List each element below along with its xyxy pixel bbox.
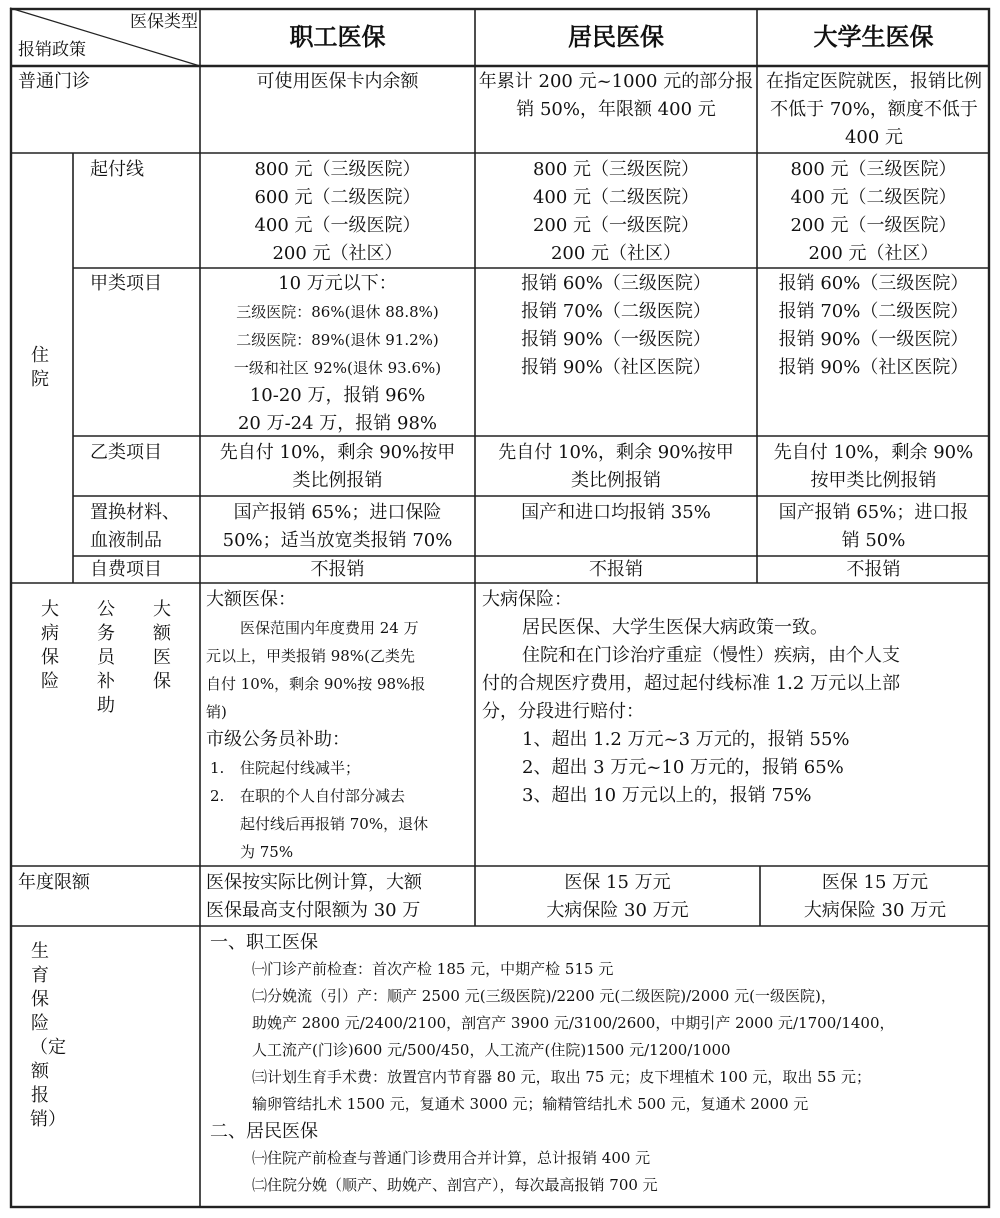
critical-resident-line: 2、超出 3 万元~10 万元的，报销 65% bbox=[522, 757, 844, 778]
materials-resident bbox=[475, 499, 757, 529]
class-a-resident bbox=[475, 270, 757, 390]
critical-label: 大病保险 bbox=[41, 599, 59, 692]
critical-employee-line: 元以上，甲类报销 98%(乙类先 bbox=[206, 647, 415, 665]
threshold-resident-line: 200 元（社区） bbox=[550, 243, 682, 264]
critical-large-amount-label: 大额医保 bbox=[153, 599, 171, 692]
critical-resident-line: 住院和在门诊治疗重症（慢性）疾病，由个人支 bbox=[522, 645, 900, 666]
class-b-employee-line: 类比例报销 bbox=[292, 470, 383, 491]
class-a-label: 甲类项目 bbox=[90, 273, 162, 294]
threshold-employee-line: 400 元（一级医院） bbox=[254, 215, 421, 236]
class-a-employee-line: 一级和社区 92%(退休 93.6%) bbox=[233, 359, 442, 377]
materials-employee bbox=[200, 499, 475, 555]
threshold-student-line: 400 元（二级医院） bbox=[790, 187, 957, 208]
policy-table bbox=[10, 8, 990, 1208]
class-b-student-line: 先自付 10%，剩余 90% bbox=[773, 442, 974, 463]
threshold-resident bbox=[475, 156, 757, 268]
threshold-label: 起付线 bbox=[90, 159, 144, 180]
class-b-student-line: 按甲类比例报销 bbox=[810, 470, 937, 491]
maternity-line: ㈠门诊产前检查：首次产检 185 元，中期产检 515 元 bbox=[252, 960, 614, 978]
maternity-line: 助娩产 2800 元/2400/2100，剖宫产 3900 元/3100/2600，中期引产 2000 元/1700/1400， bbox=[252, 1014, 895, 1032]
self-pay-label: 自费项目 bbox=[90, 559, 162, 580]
threshold-employee-line: 200 元（社区） bbox=[272, 243, 403, 264]
threshold-student-line: 200 元（社区） bbox=[808, 243, 939, 264]
maternity-content bbox=[210, 929, 986, 1205]
outpatient-resident: 年累计 200 元~1000 元的部分报销 50%，年限额 400 元 bbox=[478, 71, 754, 120]
maternity-label: 生育保险（定额报销） bbox=[30, 941, 66, 1130]
annual-limit-employee-line: 医保最高支付限额为 30 万 bbox=[206, 900, 421, 921]
threshold-employee-line: 600 元（二级医院） bbox=[254, 187, 421, 208]
civil-subsidy-item bbox=[206, 782, 472, 866]
maternity-line: 输卵管结扎术 1500 元，复通术 3000 元；输精管结扎术 500 元，复通术 2000 元 bbox=[252, 1095, 809, 1113]
civil-subsidy-num: 2. bbox=[210, 787, 225, 805]
threshold-employee bbox=[200, 156, 475, 268]
class-a-student-line: 报销 90%（社区医院） bbox=[778, 357, 969, 378]
civil-subsidy-line: 住院起付线减半； bbox=[240, 759, 361, 777]
critical-employee-title: 大额医保： bbox=[206, 589, 296, 610]
class-a-employee-line: 10 万元以下： bbox=[278, 273, 397, 294]
annual-limit-student-line: 大病保险 30 万元 bbox=[803, 900, 947, 921]
critical-employee bbox=[206, 586, 472, 864]
class-b-resident-line: 先自付 10%，剩余 90%按甲 bbox=[498, 442, 734, 463]
threshold-resident-line: 800 元（三级医院） bbox=[532, 159, 700, 180]
class-a-student-line: 报销 60%（三级医院） bbox=[778, 273, 969, 294]
header-corner-bottom: 报销政策 bbox=[18, 40, 86, 60]
maternity-line: ㈡分娩流（引）产：顺产 2500 元(三级医院)/2200 元(二级医院)/2000 元(一级医院)， bbox=[252, 987, 836, 1005]
class-a-student-line: 报销 90%（一级医院） bbox=[778, 329, 969, 350]
annual-limit-employee-line: 医保按实际比例计算，大额 bbox=[206, 872, 422, 893]
class-a-employee bbox=[200, 270, 475, 436]
maternity-line: ㈢计划生育手术费：放置宫内节育器 80 元，取出 75 元；皮下埋植术 100 元，取出 55 元； bbox=[252, 1068, 872, 1086]
class-a-student-line: 报销 70%（二级医院） bbox=[778, 301, 969, 322]
materials-label-line: 血液制品 bbox=[90, 530, 162, 551]
maternity-line: ㈠住院产前检查与普通门诊费用合并计算，总计报销 400 元 bbox=[252, 1149, 651, 1167]
critical-resident-line: 居民医保、大学生医保大病政策一致。 bbox=[522, 617, 828, 638]
header-resident-insurance: 居民医保 bbox=[568, 23, 664, 51]
annual-limit-resident bbox=[475, 869, 760, 925]
civil-subsidy-line: 为 75% bbox=[240, 843, 294, 861]
civil-subsidy-title: 市级公务员补助： bbox=[206, 729, 350, 750]
critical-resident-line: 分，分段进行赔付： bbox=[482, 701, 644, 722]
class-b-employee bbox=[200, 439, 475, 495]
materials-resident-line: 国产和进口均报销 35% bbox=[521, 502, 711, 523]
class-a-resident-line: 报销 90%（一级医院） bbox=[521, 329, 711, 350]
critical-resident-title: 大病保险： bbox=[482, 589, 572, 610]
class-b-resident bbox=[475, 439, 757, 495]
annual-limit-employee bbox=[206, 869, 472, 925]
class-a-employee-line: 10-20 万，报销 96% bbox=[249, 385, 426, 406]
threshold-resident-line: 400 元（二级医院） bbox=[532, 187, 700, 208]
annual-limit-student-line: 医保 15 万元 bbox=[821, 872, 929, 893]
maternity-line: 二、居民医保 bbox=[210, 1121, 318, 1142]
materials-employee-line: 国产报销 65%；进口保险 bbox=[233, 502, 442, 523]
threshold-student-line: 200 元（一级医院） bbox=[790, 215, 957, 236]
maternity-line: 一、职工医保 bbox=[210, 932, 318, 953]
maternity-line: 人工流产(门诊)600 元/500/450，人工流产(住院)1500 元/1200/1000 bbox=[252, 1041, 731, 1059]
annual-limit-student bbox=[760, 869, 990, 925]
class-b-label: 乙类项目 bbox=[90, 442, 162, 463]
materials-student-line: 国产报销 65%；进口报 bbox=[778, 502, 969, 523]
materials-student bbox=[757, 499, 990, 555]
critical-employee-line: 销) bbox=[206, 703, 227, 721]
class-a-employee-line: 三级医院：86%(退休 88.8%) bbox=[236, 303, 439, 321]
threshold-student bbox=[757, 156, 990, 268]
outpatient-employee: 可使用医保卡内余额 bbox=[256, 71, 419, 92]
materials-student-line: 销 50% bbox=[841, 530, 906, 551]
civil-subsidy-num: 1. bbox=[210, 759, 225, 777]
class-a-resident-line: 报销 70%（二级医院） bbox=[521, 301, 711, 322]
annual-limit-label: 年度限额 bbox=[18, 872, 90, 893]
self-pay-resident: 不报销 bbox=[589, 559, 643, 580]
civil-subsidy-item bbox=[206, 754, 472, 782]
header-employee-insurance: 职工医保 bbox=[289, 23, 386, 51]
inpatient-label: 住院 bbox=[31, 345, 49, 390]
outpatient-label: 普通门诊 bbox=[18, 71, 90, 92]
class-a-employee-line: 20 万-24 万，报销 98% bbox=[237, 413, 438, 434]
annual-limit-resident-line: 大病保险 30 万元 bbox=[546, 900, 689, 921]
critical-resident-line: 1、超出 1.2 万元~3 万元的，报销 55% bbox=[522, 729, 850, 750]
civil-subsidy-line: 在职的个人自付部分减去 bbox=[240, 787, 406, 805]
self-pay-student: 不报销 bbox=[846, 559, 901, 580]
critical-resident-line: 付的合规医疗费用，超过起付线标准 1.2 万元以上部 bbox=[482, 673, 901, 694]
maternity-line: ㈡住院分娩（顺产、助娩产、剖宫产），每次最高报销 700 元 bbox=[252, 1176, 658, 1194]
class-b-student bbox=[757, 439, 990, 495]
outpatient-student: 在指定医院就医，报销比例不低于 70%，额度不低于 400 元 bbox=[766, 71, 982, 148]
class-a-student bbox=[757, 270, 990, 390]
critical-civil-subsidy-label: 公务员补助 bbox=[97, 599, 115, 716]
critical-resident-line: 3、超出 10 万元以上的，报销 75% bbox=[522, 785, 812, 806]
class-a-resident-line: 报销 60%（三级医院） bbox=[521, 273, 711, 294]
threshold-student-line: 800 元（三级医院） bbox=[790, 159, 957, 180]
class-b-resident-line: 类比例报销 bbox=[571, 470, 661, 491]
critical-employee-line: 自付 10%，剩余 90%按 98%报 bbox=[206, 675, 426, 693]
class-a-resident-line: 报销 90%（社区医院） bbox=[521, 357, 711, 378]
class-a-employee-line: 二级医院：89%(退休 91.2%) bbox=[236, 331, 439, 349]
materials-label-line: 置换材料、 bbox=[90, 502, 180, 523]
civil-subsidy-line: 起付线后再报销 70%，退休 bbox=[240, 815, 429, 833]
class-b-employee-line: 先自付 10%，剩余 90%按甲 bbox=[219, 442, 456, 463]
materials-employee-line: 50%；适当放宽类报销 70% bbox=[222, 530, 453, 551]
critical-resident-student bbox=[482, 586, 987, 816]
annual-limit-resident-line: 医保 15 万元 bbox=[564, 872, 671, 893]
threshold-employee-line: 800 元（三级医院） bbox=[254, 159, 421, 180]
critical-employee-line: 医保范围内年度费用 24 万 bbox=[240, 619, 419, 637]
self-pay-employee: 不报销 bbox=[310, 559, 365, 580]
materials-label bbox=[90, 499, 198, 555]
threshold-resident-line: 200 元（一级医院） bbox=[532, 215, 700, 236]
header-student-insurance: 大学生医保 bbox=[813, 23, 934, 51]
header-corner-top: 医保类型 bbox=[130, 12, 198, 32]
